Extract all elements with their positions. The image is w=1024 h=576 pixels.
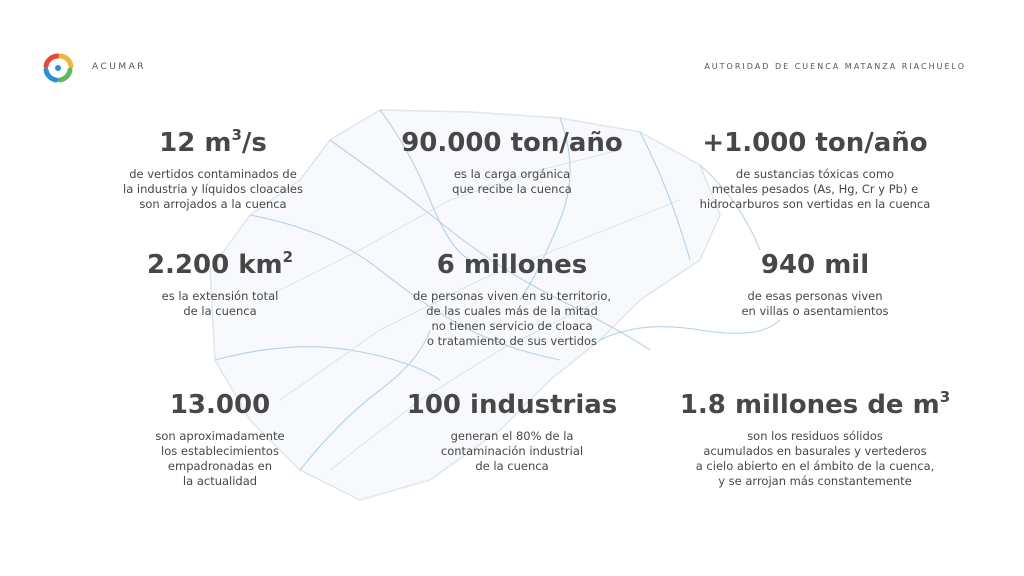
- acumar-logo-icon[interactable]: [40, 52, 76, 84]
- stat-establishments: [70, 390, 370, 489]
- stat-industries: [362, 390, 662, 474]
- stat-value: 1.8 millones de $m^3$: [679, 388, 951, 420]
- brand-name: ACUMAR: [92, 62, 147, 72]
- stat-toxic-substances: [665, 128, 965, 212]
- stat-description: de esas personas viven en villas o asentamientos: [741, 289, 889, 318]
- stat-value: 2.200 $km^2$: [146, 248, 294, 280]
- stat-value: 100 industrias: [406, 390, 618, 420]
- stat-population: [362, 250, 662, 349]
- stat-description: de sustancias tóxicas como metales pesados (As, Hg, Cr y Pb) e hidrocarburos son vertidas en la cuenca: [699, 167, 931, 211]
- stat-discharge: [63, 128, 363, 212]
- stat-description: de personas viven en su territorio, de las cuales más de la mitad no tienen servicio de cloaca o tratamiento de sus vertidos: [412, 289, 612, 348]
- stat-description: son aproximadamente los establecimientos empadronadas en la actualidad: [155, 429, 285, 488]
- stat-solid-waste: [665, 390, 965, 489]
- stat-area: [70, 250, 370, 319]
- stat-description: de vertidos contaminados de la industria y líquidos cloacales son arrojados a la cuenca: [123, 167, 303, 211]
- stat-value: 12 $m^3/s$: [159, 126, 267, 158]
- stat-value: 13.000: [169, 390, 271, 420]
- stat-description: generan el 80% de la contaminación industrial de la cuenca: [440, 429, 584, 473]
- stat-settlements: [665, 250, 965, 319]
- stat-organic-load: [362, 128, 662, 197]
- authority-name: AUTORIDAD DE CUENCA MATANZA RIACHUELO: [704, 62, 966, 71]
- stat-value: 940 mil: [760, 250, 870, 280]
- stat-description: es la carga orgánica que recibe la cuenca: [452, 167, 572, 196]
- stat-value: +1.000 ton/año: [702, 128, 928, 158]
- stat-description: es la extensión total de la cuenca: [161, 289, 279, 318]
- stat-description: son los residuos sólidos acumulados en basurales y vertederos a cielo abierto en el ámbito de la cuenca, y se arrojan más constantemente: [695, 429, 935, 488]
- header: [0, 0, 1024, 100]
- stat-value: 90.000 ton/año: [401, 128, 623, 158]
- stat-value: 6 millones: [436, 250, 588, 280]
